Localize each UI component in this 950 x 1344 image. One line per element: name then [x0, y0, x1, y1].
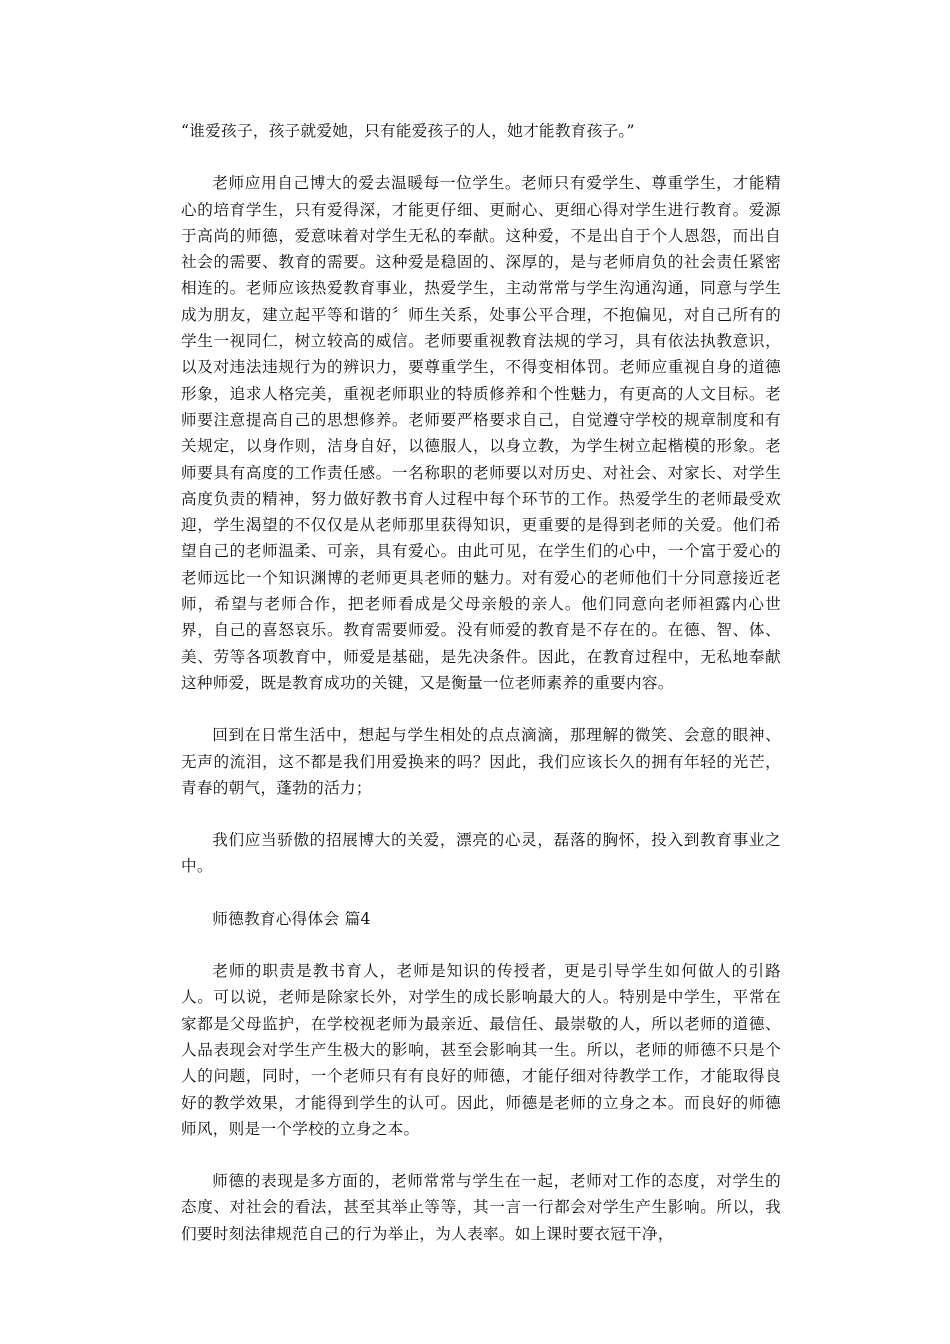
- body-paragraph: 老师应用自己博大的爱去温暖每一位学生。老师只有爱学生、尊重学生，才能精心的培育学生，只有爱得深，才能更仔细、更耐心、更细心得对学生进行教育。爱源于高尚的师德，爱意味着对学生无私的奉献。这种爱，不是出自于个人恩怨，而出自社会的需要、教育的需要。这种爱是稳固的、深厚的，是与老师肩负的社会责任紧密相连的。老师应该热爱教育事业，热爱学生，主动常常与学生沟通沟通，同意与学生成为朋友，建立起平等和谐的〞师生关系，处事公平合理，不抱偏见，对自己所有的学生一视同仁，树立较高的威信。老师要重视教育法规的学习，具有依法执教意识，以及对违法违规行为的辨识力，要尊重学生，不得变相体罚。老师应重视自身的道德形象，追求人格完美，重视老师职业的特质修养和个性魅力，有更高的人文目标。老师要注意提高自己的思想修养。老师要严格要求自己，自觉遵守学校的规章制度和有关规定，以身作则，洁身自好，以德服人，以身立教，为学生树立起楷模的形象。老师要具有高度的工作责任感。一名称职的老师要以对历史、对社会、对家长、对学生高度负责的精神，努力做好教书育人过程中每个环节的工作。热爱学生的老师最受欢迎，学生渴望的不仅仅是从老师那里获得知识，更重要的是得到老师的关爱。他们希望自己的老师温柔、可亲，具有爱心。由此可见，在学生们的心中，一个富于爱心的老师远比一个知识渊博的老师更具老师的魅力。对有爱心的老师他们十分同意接近老师，希望与老师合作，把老师看成是父母亲般的亲人。他们同意向老师袒露内心世界，自己的喜怒哀乐。教育需要师爱。没有师爱的教育是不存在的。在德、智、体、美、劳等各项教育中，师爱是基础，是先决条件。因此，在教育过程中，无私地奉献这种师爱，既是教育成功的关键，又是衡量一位老师素养的重要内容。: [181, 174, 781, 692]
- body-paragraph: 回到在日常生活中，想起与学生相处的点点滴滴，那理解的微笑、会意的眼神、无声的流泪，这不都是我们用爱换来的吗？因此，我们应该长久的拥有年轻的光芒，青春的朝气，蓬勃的活力；: [181, 726, 781, 797]
- quote-paragraph: “谁爱孩子，孩子就爱她，只有能爱孩子的人，她才能教育孩子。”: [181, 122, 635, 140]
- section-heading: 师德教育心得体会 篇4: [212, 909, 371, 928]
- body-paragraph: 我们应当骄傲的招展博大的关爱，漂亮的心灵，磊落的胸怀，投入到教育事业之中。: [181, 831, 781, 876]
- body-paragraph: 师德的表现是多方面的，老师常常与学生在一起，老师对工作的态度，对学生的态度、对社会的看法，甚至其举止等等，其一言一行都会对学生产生影响。所以，我们要时刻法律规范自己的行为举止，为人表率。如上课时要衣冠干净，: [181, 1172, 781, 1243]
- document-body: [181, 118, 781, 1273]
- body-paragraph: 老师的职责是教书育人，老师是知识的传授者，更是引导学生如何做人的引路人。可以说，老师是除家长外，对学生的成长影响最大的人。特别是中学生，平常在家都是父母监护，在学校视老师为最亲近、最信任、最崇敬的人，所以老师的道德、人品表现会对学生产生极大的影响，甚至会影响其一生。所以，老师的师德不只是个人的问题，同时，一个老师只有有良好的师德，才能仔细对待教学工作，才能取得良好的教学效果，才能得到学生的认可。因此，师德是老师的立身之本。而良好的师德师风，则是一个学校的立身之本。: [181, 962, 781, 1138]
